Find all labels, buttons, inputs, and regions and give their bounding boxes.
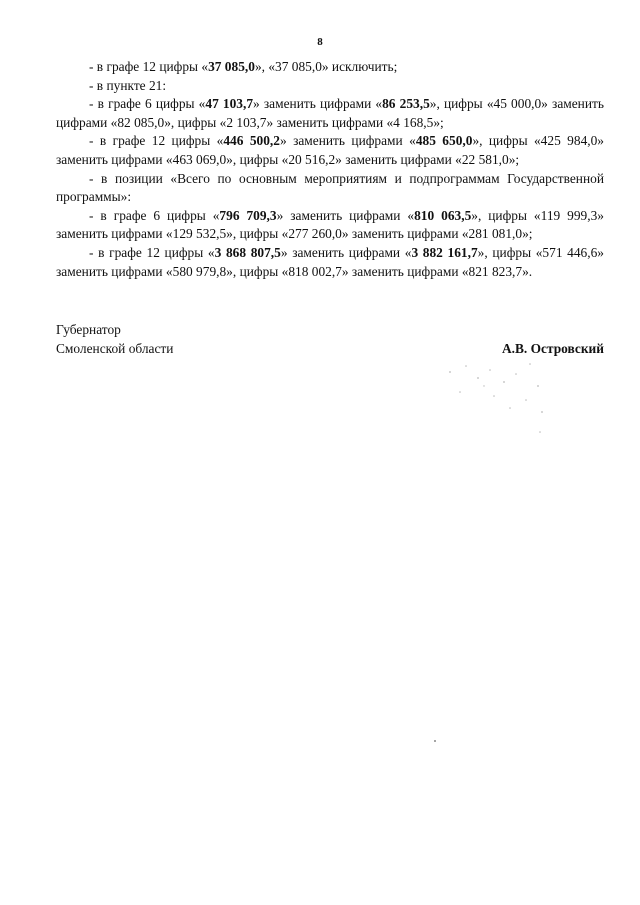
amendment-paragraph <box>56 132 604 169</box>
amendment-paragraph <box>56 170 604 207</box>
amendment-paragraph <box>56 77 604 96</box>
text-run: », цифры «45 000,0» заменить цифрами «82 085,0», цифры «2 103,7» заменить цифрами «4 168,5»; <box>56 96 604 130</box>
signatory-name: А.В. Островский <box>501 341 604 356</box>
text-run: - в позиции «Всего по основным мероприятиям и подпрограммам Государственной программы»: <box>56 170 604 205</box>
text-run: - в графе 12 цифры « <box>89 244 215 260</box>
text-run: - в графе 12 цифры « <box>89 59 209 74</box>
text-run: - в графе 12 цифры « <box>89 133 224 149</box>
amendment-paragraph <box>56 207 604 244</box>
bold-figure: 485 650,0 <box>415 133 473 149</box>
bold-figure: 810 063,5 <box>414 207 472 223</box>
bold-figure: 37 085,0 <box>208 59 255 74</box>
signatory-region: Смоленской области <box>56 341 174 356</box>
text-run: » заменить цифрами « <box>253 96 383 112</box>
text-run: - в графе 6 цифры « <box>89 96 206 112</box>
text-run: », цифры «425 984,0» заменить цифрами «463 069,0», цифры «20 516,2» заменить цифрами «22 581,0»; <box>56 133 604 167</box>
text-run: - в графе 6 цифры « <box>89 207 220 223</box>
bold-figure: 86 253,5 <box>382 96 430 112</box>
bold-figure: 796 709,3 <box>219 207 277 223</box>
text-run: - в пункте 21: <box>89 77 167 93</box>
bold-figure: 446 500,2 <box>223 133 280 149</box>
text-run: » заменить цифрами « <box>280 244 412 260</box>
bold-figure: 47 103,7 <box>205 96 254 112</box>
page-number: 8 <box>317 36 323 48</box>
amendment-text <box>56 58 604 281</box>
amendment-paragraph <box>56 95 604 132</box>
text-run: », цифры «571 446,6» заменить цифрами «580 979,8», цифры «818 002,7» заменить цифрами «821 823,7». <box>56 244 604 279</box>
bold-figure: 3 868 807,5 <box>214 244 281 260</box>
stray-mark <box>434 740 436 742</box>
signatory-position: Губернатор <box>56 322 121 337</box>
text-run: », «37 085,0» исключить; <box>254 59 398 74</box>
amendment-paragraph <box>56 244 604 281</box>
text-run: », цифры «119 999,3» заменить цифрами «129 532,5», цифры «277 260,0» заменить цифрами «281 081,0»; <box>56 207 604 242</box>
text-run: » заменить цифрами « <box>279 133 416 149</box>
text-run: » заменить цифрами « <box>276 207 415 223</box>
bold-figure: 3 882 161,7 <box>411 244 478 260</box>
faint-signature-mark <box>420 352 560 442</box>
amendment-paragraph <box>56 58 604 77</box>
